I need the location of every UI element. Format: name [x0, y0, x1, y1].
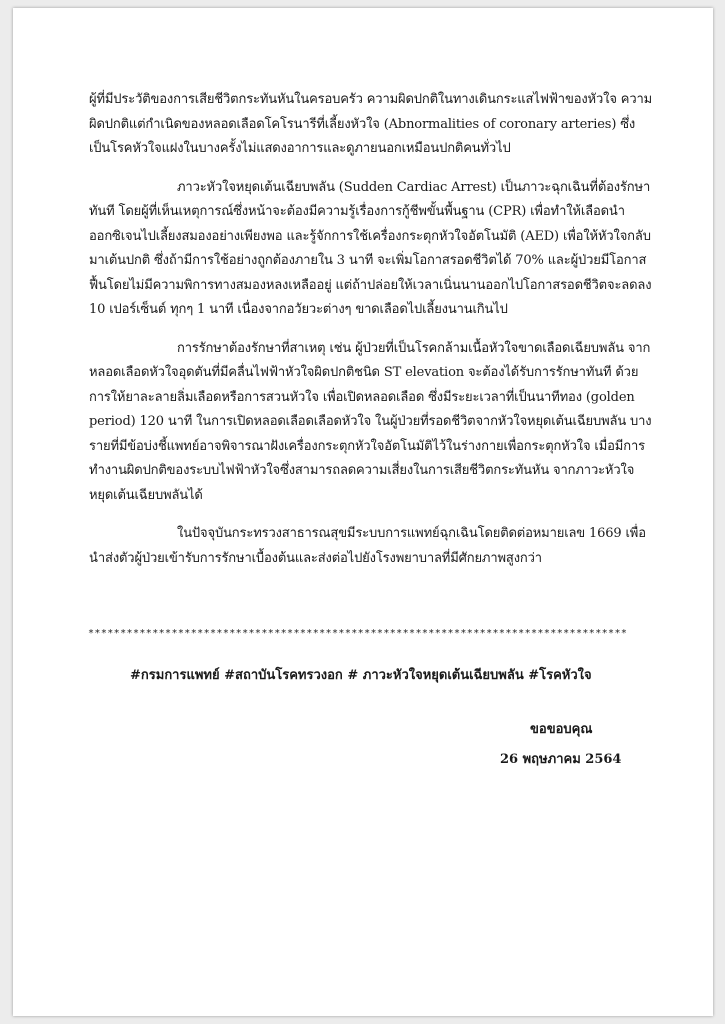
paragraph-sudden-cardiac-arrest: ภาวะหัวใจหยุดเต้นเฉียบพลัน (Sudden Cardiac Arrest) เป็นภาวะฉุกเฉินที่ต้องรักษาทันที โดยผู้ที่เห็นเหตุการณ์ซึ่งหน้าจะต้องมีความรู้เรื่องการกู้ชีพขั้นพื้นฐาน (CPR) เพื่อทำให้เลือดนำออกซิเจนไปเลี้ยงสมองอย่างเพียงพอ และรู้จักการใช้เครื่องกระตุกหัวใจอัตโนมัติ (AED) เพื่อให้หัวใจกลับมาเต้นปกติ ซึ่งถ้ามีการใช้อย่างถูกต้องภายใน 3 นาที จะเพิ่มโอกาสรอดชีวิตได้ 70% และผู้ป่วยมีโอกาสฟื้นโดยไม่มีความพิการทางสมองหลงเหลืออยู่ แต่ถ้าปล่อยให้เวลาเนิ่นนานออกไปโอกาสรอดชีวิตจะลดลง 10 เปอร์เซ็นต์ ทุกๆ 1 นาที เนื่องจากอวัยวะต่างๆ ขาดเลือดไปเลี้ยงนานเกินไป — [89, 179, 652, 317]
paragraph-treatment: การรักษาต้องรักษาที่สาเหตุ เช่น ผู้ป่วยที่เป็นโรคกล้ามเนื้อหัวใจขาดเลือดเฉียบพลัน จากหลอดเลือดหัวใจอุดตันที่มีคลื่นไฟฟ้าหัวใจผิดปกติชนิด ST elevation จะต้องได้รับการรักษาทันที ด้วยการให้ยาละลายลิ่มเลือดหรือการสวนหัวใจ เพื่อเปิดหลอดเลือด ซึ่งมีระยะเวลาที่เป็นนาทีทอง (golden period) 120 นาที ในการเปิดหลอดเลือดเลือดหัวใจ ในผู้ป่วยที่รอดชีวิตจากหัวใจหยุดเต้นเฉียบพลัน บางรายที่มีข้อบ่งชี้แพทย์อาจพิจารณาฝังเครื่องกระตุกหัวใจอัตโนมัติไว้ในร่างกายเพื่อกระตุกหัวใจ เมื่อมีการทำงานผิดปกติของระบบไฟฟ้าหัวใจซึ่งสามารถลดความเสี่ยงในการเสียชีวิตกระทันหัน จากภาวะหัวใจหยุดเต้นเฉียบพลันได้ — [89, 340, 652, 503]
document-date: 26 พฤษภาคม 2564 — [500, 752, 622, 767]
document-body — [89, 88, 656, 571]
document-page — [13, 8, 713, 1016]
hashtags: #กรมการแพทย์ #สถาบันโรคทรวงอก # ภาวะหัวใจหยุดเต้นเฉียบพลัน #โรคหัวใจ — [130, 668, 592, 683]
paragraph-emergency-number: ในปัจจุบันกระทรวงสาธารณสุขมีระบบการแพทย์ฉุกเฉินโดยติดต่อหมายเลข 1669 เพื่อนำส่งตัวผู้ป่วยเข้ารับการรักษาเบื้องต้นและส่งต่อไปยังโรงพยาบาลที่มีศักยภาพสูงกว่า — [89, 526, 646, 566]
paragraph-family-history: ผู้ที่มีประวัติของการเสียชีวิตกระทันหันในครอบครัว ความผิดปกติในทางเดินกระแสไฟฟ้าของหัวใจ ความผิดปกติแต่กำเนิดของหลอดเลือดโคโรนารีที่เลี้ยงหัวใจ (Abnormalities of coronary arteries) ซึ่งเป็นโรคหัวใจแฝงในบางครั้งไม่แสดงอาการและดูภายนอกเหมือนปกติคนทั่วไป — [89, 92, 653, 156]
separator-line: ************************************************************************************ — [88, 628, 628, 639]
closing-thanks: ขอขอบคุณ — [530, 722, 593, 737]
